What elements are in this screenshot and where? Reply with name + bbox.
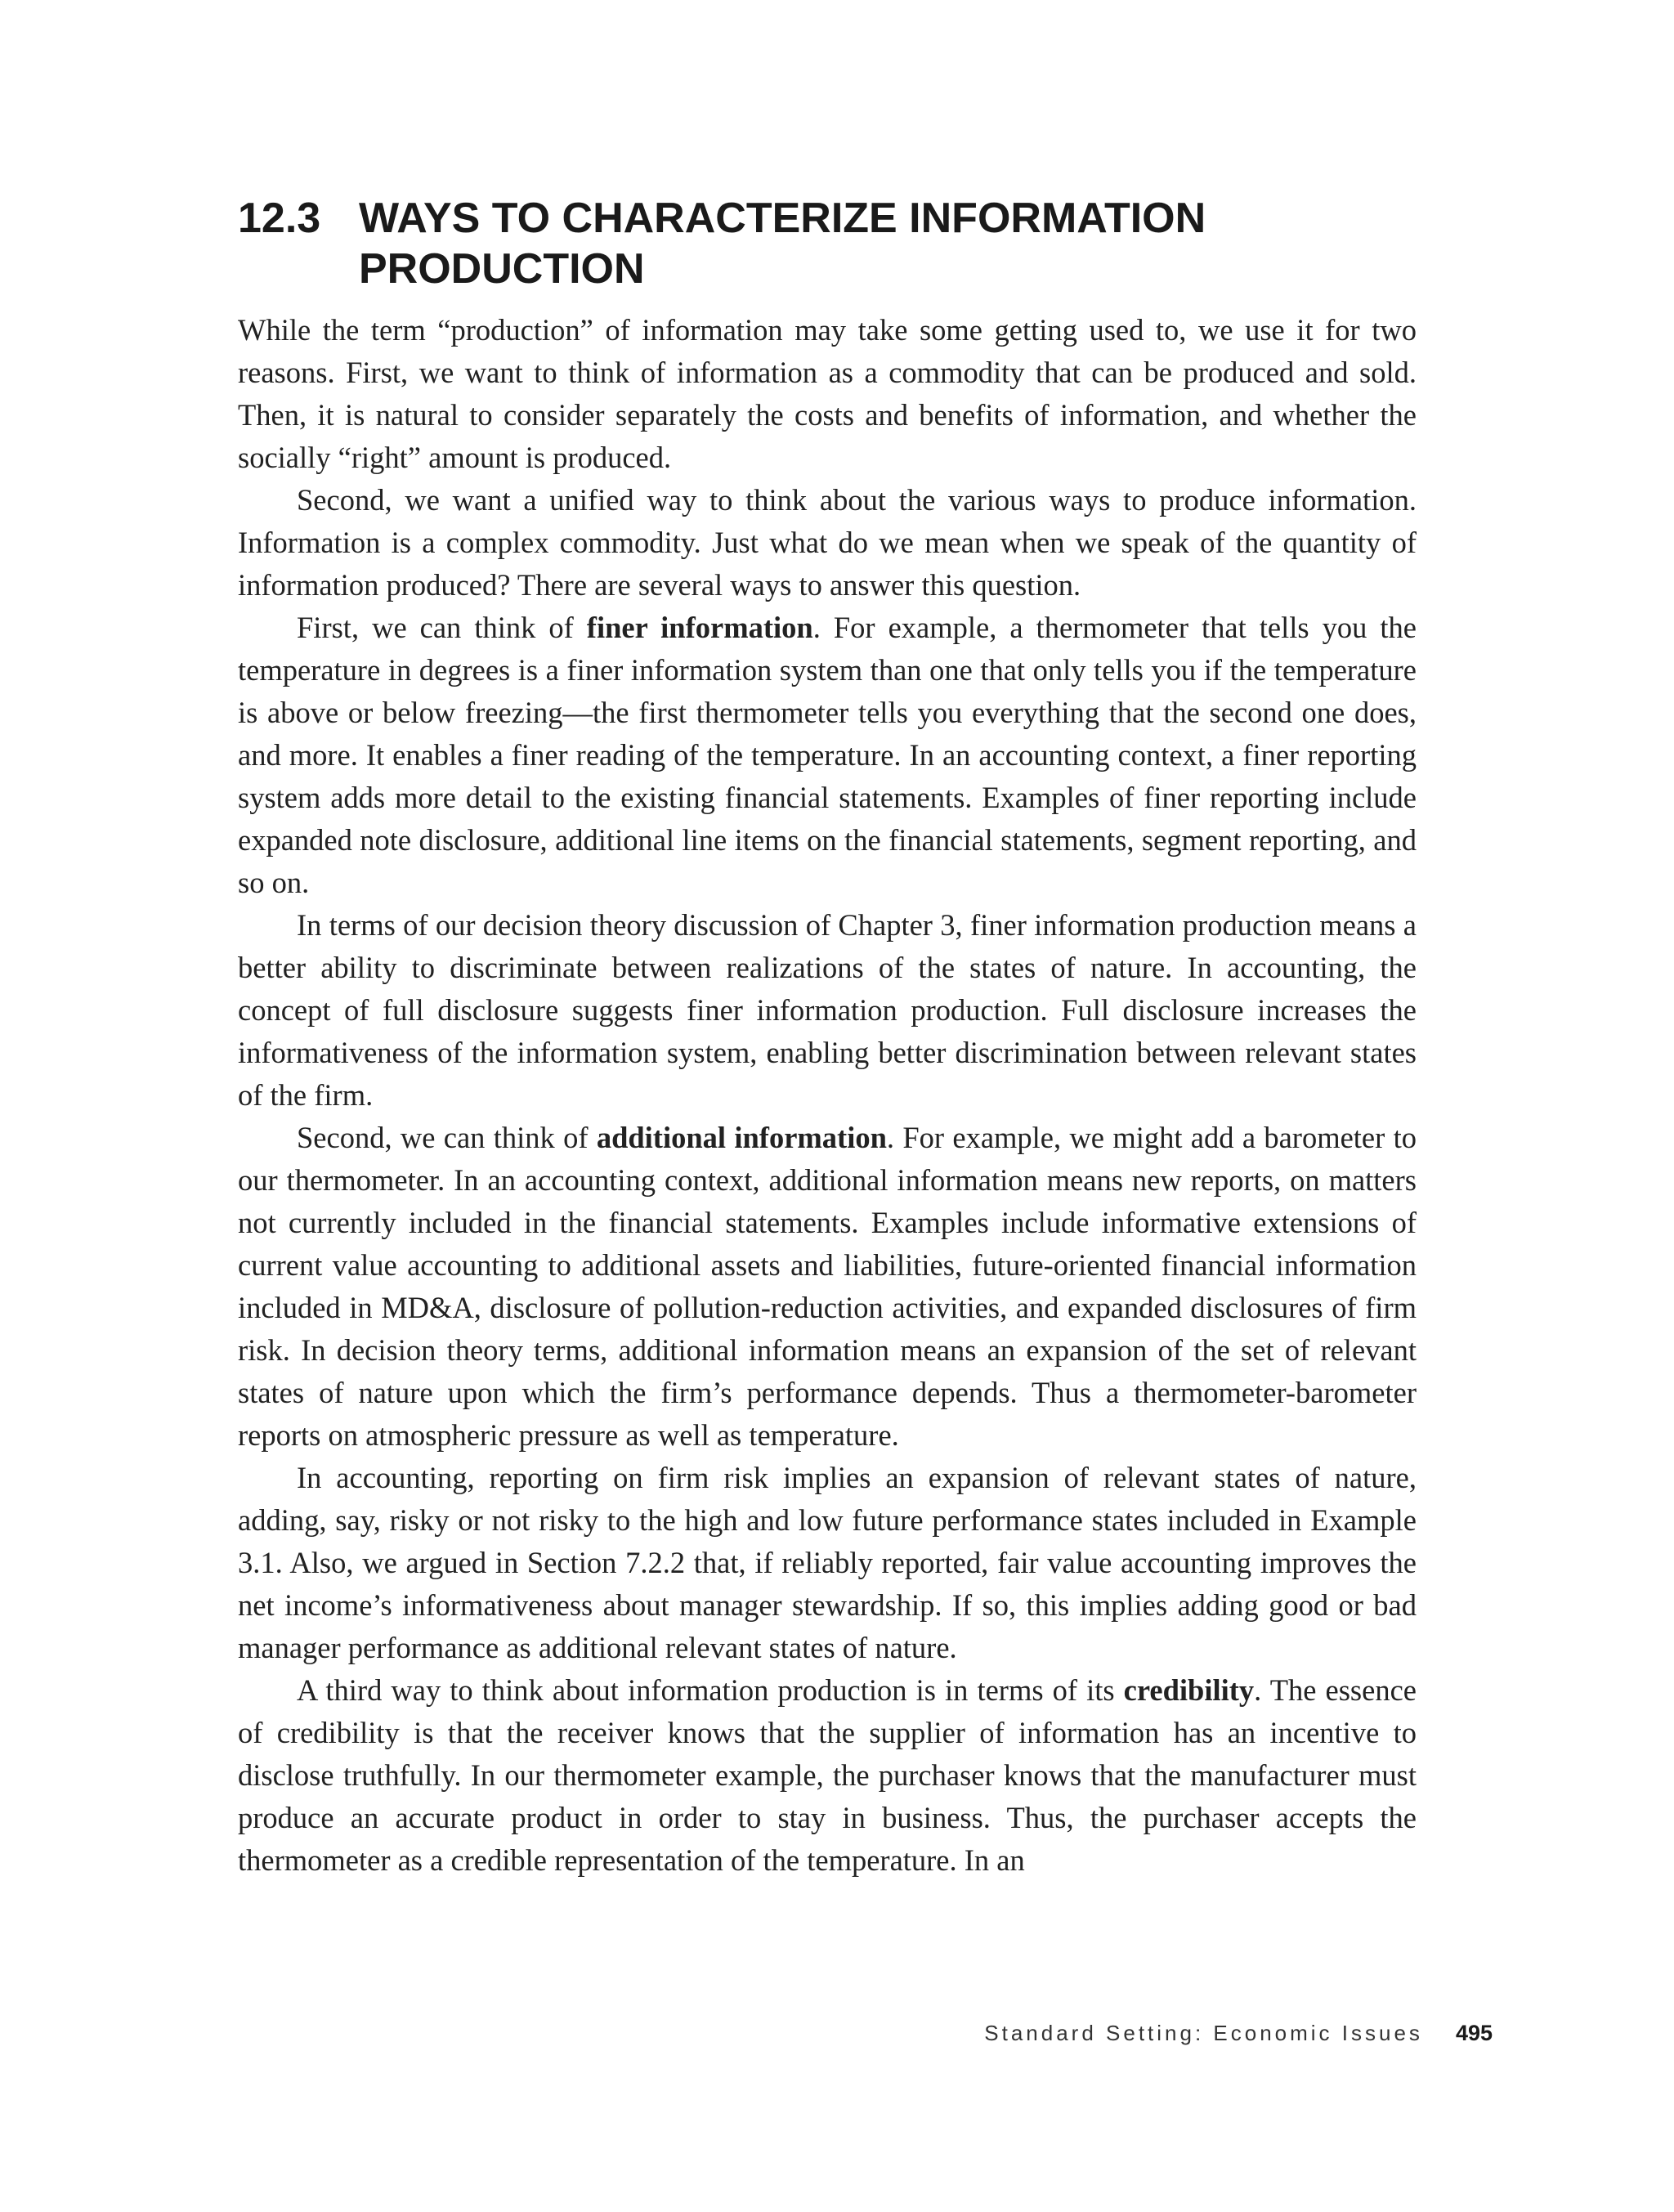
- term-credibility: credibility: [1123, 1673, 1255, 1707]
- term-finer-information: finer information: [586, 611, 813, 644]
- paragraph-4: In terms of our decision theory discussion of Chapter 3, finer information production means a better ability to discriminate between realizations of the states of nature. In accounting, the concept of full disclosure suggests finer information production. Full disclosure increases the informativeness of the information system, enabling better discrimination between relevant states of the firm.: [238, 908, 1417, 1112]
- paragraph-3: [238, 607, 1417, 904]
- paragraph-6: In accounting, reporting on firm risk implies an expansion of relevant states of nature, adding, say, risky or not risky to the high and low future performance states included in Example 3.1. Also, we argued in Section 7.2.2 that, if reliably reported, fair value accounting improves the net income’s informativeness about manager stewardship. If so, this implies adding good or bad manager performance as additional relevant states of nature.: [238, 1461, 1417, 1664]
- page-footer: [984, 2021, 1493, 2046]
- page-number: 495: [1455, 2021, 1493, 2045]
- paragraph-5: [238, 1117, 1417, 1457]
- running-head: Standard Setting: Economic Issues: [984, 2021, 1423, 2045]
- section-title: WAYS TO CHARACTERIZE INFORMATION PRODUCTION: [359, 195, 1206, 293]
- paragraph-7-rest: . The essence of credibility is that the receiver knows that the supplier of information has an incentive to disclose truthfully. In our thermometer example, the purchaser knows that the manufacturer must produce an accurate product in order to stay in business. Thus, the purchaser accepts the thermometer as a credible representation of the temperature. In an: [238, 1673, 1417, 1877]
- term-additional-information: additional information: [596, 1121, 887, 1154]
- body-text: [238, 309, 1417, 1882]
- paragraph-5-lead: Second, we can think of: [297, 1121, 597, 1154]
- paragraph-1: While the term “production” of information may take some getting used to, we use it for two reasons. First, we want to think of information as a commodity that can be produced and sold. Then, it is natural to consider separately the costs and benefits of information, and whether the socially “right” amount is produced.: [238, 313, 1417, 474]
- section-number: 12.3: [238, 195, 321, 242]
- paragraph-3-lead: First, we can think of: [297, 611, 587, 644]
- page-content: [238, 193, 1417, 1882]
- paragraph-7: [238, 1669, 1417, 1882]
- paragraph-7-lead: A third way to think about information production is in terms of its: [297, 1673, 1124, 1707]
- paragraph-3-rest: . For example, a thermometer that tells you the temperature in degrees is a finer information system than one that only tells you if the temperature is above or below freezing—the first thermometer tells you everything that the second one does, and more. It enables a finer reading of the temperature. In an accounting context, a finer reporting system adds more detail to the existing financial statements. Examples of finer reporting include expanded note disclosure, additional line items on the financial statements, segment reporting, and so on.: [238, 611, 1417, 899]
- paragraph-5-rest: . For example, we might add a barometer to our thermometer. In an accounting context, additional information means new reports, on matters not currently included in the financial statements. Examples include informative extensions of current value accounting to additional assets and liabilities, future-oriented financial information included in MD&A, disclosure of pollution-reduction activities, and expanded disclosures of firm risk. In decision theory terms, additional information means an expansion of the set of relevant states of nature upon which the firm’s performance depends. Thus a thermometer-barometer reports on atmospheric pressure as well as temperature.: [238, 1121, 1417, 1452]
- paragraph-2: Second, we want a unified way to think about the various ways to produce information. Information is a complex commodity. Just what do we mean when we speak of the quantity of information produced? There are several ways to answer this question.: [238, 483, 1417, 602]
- section-heading: [238, 193, 1417, 294]
